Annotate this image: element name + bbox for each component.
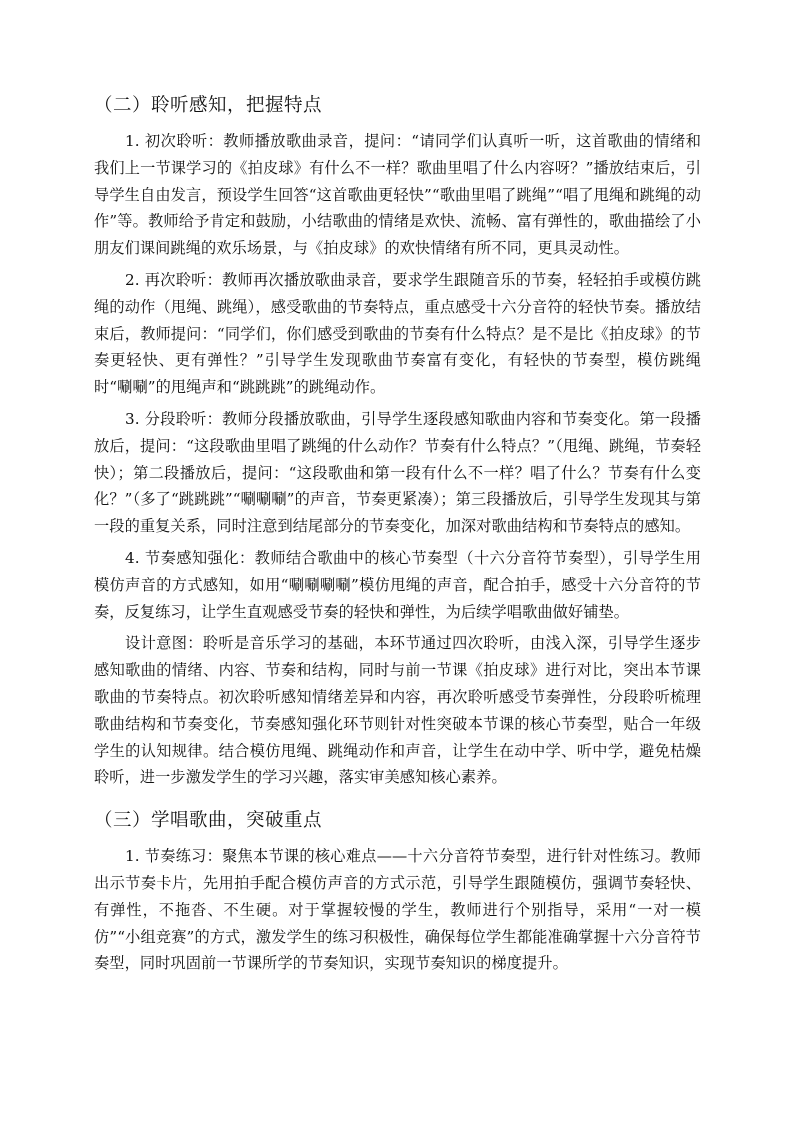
- paragraph-design-intent: 设计意图：聆听是音乐学习的基础，本环节通过四次聆听，由浅入深，引导学生逐步感知歌曲的情绪、内容、节奏和结构，同时与前一节课《拍皮球》进行对比，突出本节课歌曲的节奏特点。初次聆听感知情绪差异和内容，再次聆听感受节奏弹性，分段聆听梳理歌曲结构和节奏变化，节奏感知强化环节则针对性突破本节课的核心节奏型，贴合一年级学生的认知规律。结合模仿甩绳、跳绳动作和声音，让学生在动中学、听中学，避免枯燥聆听，进一步激发学生的学习兴趣，落实审美感知核心素养。: [94, 634, 701, 787]
- paragraph-first-listening: 1. 初次聆听：教师播放歌曲录音，提问：“请同学们认真听一听，这首歌曲的情绪和我们上一节课学习的《拍皮球》有什么不一样？歌曲里唱了什么内容呀？”播放结束后，引导学生自由发言，预设学生回答“这首歌曲更轻快”“歌曲里唱了跳绳”“唱了甩绳和跳绳的动作”等。教师给予肯定和鼓励，小结歌曲的情绪是欢快、流畅、富有弹性的，歌曲描绘了小朋友们课间跳绳的欢乐场景，与《拍皮球》的欢快情绪有所不同，更具灵动性。: [94, 132, 701, 258]
- paragraph-segmented-listening: 3. 分段聆听：教师分段播放歌曲，引导学生逐段感知歌曲内容和节奏变化。第一段播放后，提问：“这段歌曲里唱了跳绳的什么动作？节奏有什么特点？”（甩绳、跳绳，节奏轻快）；第二段播放后，提问：“这段歌曲和第一段有什么不一样？唱了什么？节奏有什么变化？”（多了“跳跳跳”“唰唰唰”的声音，节奏更紧凑）；第三段播放后，引导学生发现其与第一段的重复关系，同时注意到结尾部分的节奏变化，加深对歌曲结构和节奏特点的感知。: [94, 409, 701, 536]
- document-content: [94, 90, 701, 982]
- paragraph-rhythm-practice: 1. 节奏练习：聚焦本节课的核心难点——十六分音符节奏型，进行针对性练习。教师出示节奏卡片，先用拍手配合模仿声音的方式示范，引导学生跟随模仿，强调节奏轻快、有弹性，不拖沓、不生硬。对于掌握较慢的学生，教师进行个别指导，采用“一对一模仿”“小组竞赛”的方式，激发学生的练习积极性，确保每位学生都能准确掌握十六分音符节奏型，同时巩固前一节课所学的节奏知识，实现节奏知识的梯度提升。: [94, 847, 701, 973]
- section-heading-listening: （二）聆听感知，把握特点: [94, 95, 323, 116]
- paragraph-second-listening: 2. 再次聆听：教师再次播放歌曲录音，要求学生跟随音乐的节奏，轻轻拍手或模仿跳绳的动作（甩绳、跳绳），感受歌曲的节奏特点，重点感受十六分音符的轻快节奏。播放结束后，教师提问：“同学们，你们感受到歌曲的节奏有什么特点？是不是比《拍皮球》的节奏更轻快、更有弹性？”引导学生发现歌曲节奏富有变化，有轻快的节奏型，模仿跳绳时“唰唰”的甩绳声和“跳跳跳”的跳绳动作。: [94, 270, 701, 397]
- paragraph-rhythm-reinforcement: 4. 节奏感知强化：教师结合歌曲中的核心节奏型（十六分音符节奏型），引导学生用模仿声音的方式感知，如用“唰唰唰唰”模仿甩绳的声音，配合拍手，感受十六分音符的节奏，反复练习，让学生直观感受节奏的轻快和弹性，为后续学唱歌曲做好铺垫。: [94, 548, 701, 621]
- section-heading-learning-song: （三）学唱歌曲，突破重点: [94, 810, 323, 832]
